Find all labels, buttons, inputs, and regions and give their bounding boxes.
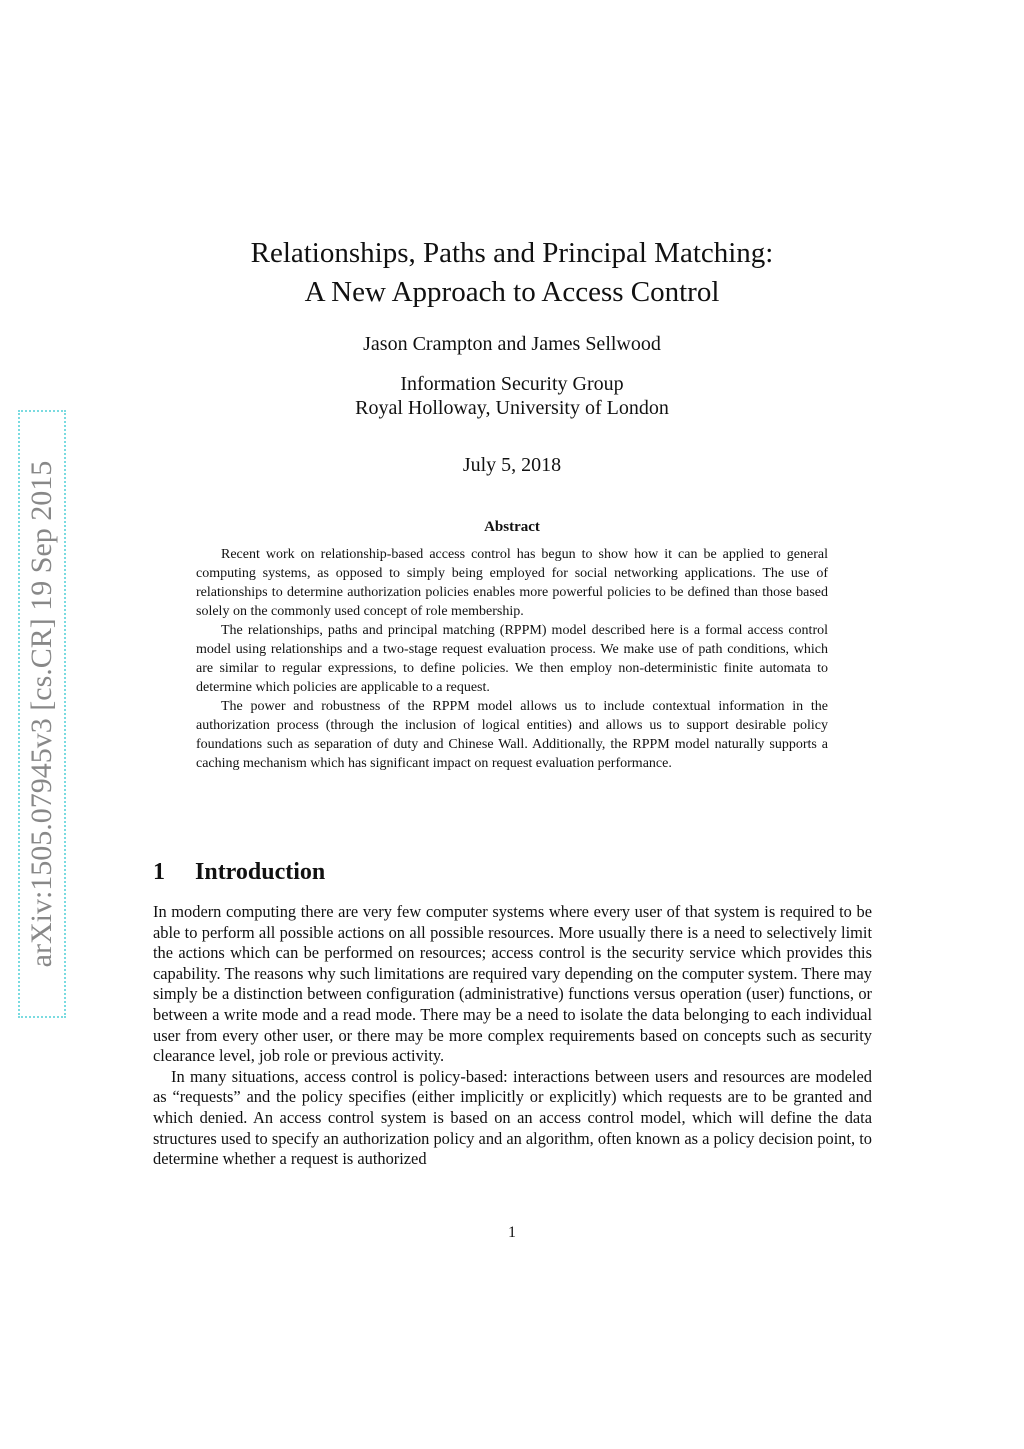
body-paragraph-2: In many situations, access control is policy-based: interactions between users and resources are modeled as “requests” and the policy specifies (either implicitly or explicitly) which requests are to be granted and which denied. An access control system is based on an access control model, which will define the data structures used to specify an authorization policy and an algorithm, often known as a policy decision point, to determine whether a request is authorized	[153, 1066, 872, 1169]
abstract-paragraph-2: The relationships, paths and principal matching (RPPM) model described here is a formal access control model using relationships and a two-stage request evaluation process. We make use of path conditions, which are similar to regular expressions, to define policies. We then employ non-deterministic finite automata to determine which policies are applicable to a request.	[196, 623, 828, 695]
affiliation-line-2: Royal Holloway, University of London	[355, 397, 669, 419]
affiliation-line-1: Information Security Group	[400, 373, 624, 395]
page-number: 1	[508, 1224, 516, 1241]
arxiv-stamp: arXiv:1505.07945v3 [cs.CR] 19 Sep 2015	[25, 460, 58, 968]
section-title: Introduction	[195, 859, 326, 885]
section-body	[153, 902, 872, 1170]
authors: Jason Crampton and James Sellwood	[363, 333, 661, 355]
section-number: 1	[153, 859, 165, 885]
title-line-1: Relationships, Paths and Principal Matching:	[250, 237, 774, 269]
abstract-paragraph-3: The power and robustness of the RPPM model allows us to include contextual information in the authorization process (through the inclusion of logical entities) and allows us to support desirable policy foundations such as separation of duty and Chinese Wall. Additionally, the RPPM model naturally supports a caching mechanism which has significant impact on request evaluation performance.	[196, 699, 828, 771]
section-heading	[153, 856, 753, 888]
body-paragraph-1: In modern computing there are very few computer systems where every user of that system is required to be able to perform all possible actions on all possible resources. More usually there is a need to selectively limit the actions which can be performed on resources; access control is the security service which provides this capability. The reasons why such limitations are required vary depending on the computer system. There may simply be a distinction between configuration (administrative) functions versus operation (user) functions, or between a write mode and a read mode. There may be a need to isolate the data belonging to each individual user from every other user, or there may be more complex requirements based on concepts such as security clearance level, job role or previous activity.	[153, 902, 872, 1066]
affiliation	[0, 372, 1024, 420]
title-line-2: A New Approach to Access Control	[304, 276, 720, 308]
abstract-paragraph-1: Recent work on relationship-based access control has begun to show how it can be applied to general computing systems, as opposed to simply being employed for social networking applications. The use of relationships to determine authorization policies enables more powerful policies to be defined than those based solely on the commonly used concept of role membership.	[196, 547, 828, 619]
paper-date: July 5, 2018	[462, 454, 562, 476]
paper-title	[0, 234, 1024, 312]
abstract-heading: Abstract	[484, 519, 540, 535]
abstract-body	[196, 545, 828, 773]
